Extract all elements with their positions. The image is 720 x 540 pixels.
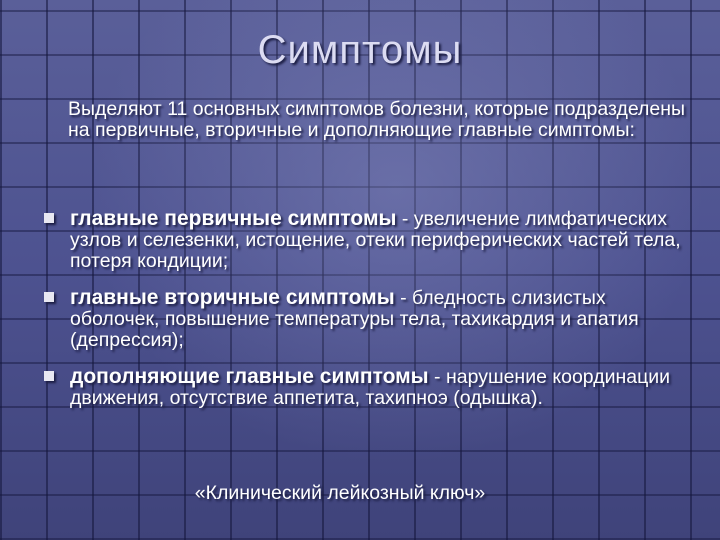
- square-bullet-icon: [44, 292, 54, 302]
- item-description: - увеличение лимфатических узлов и селезенки, истощение, отеки периферических частей тела, потеря кондиции;: [70, 208, 681, 272]
- list-item-additional: [42, 366, 682, 409]
- square-bullet-icon: [44, 213, 54, 223]
- intro-paragraph: Выделяют 11 основных симптомов болезни, которые подразделены на первичные, вторичные и дополняющие главные симптомы:: [68, 98, 686, 141]
- quote-caption: «Клинический лейкозный ключ»: [194, 482, 486, 504]
- item-term: дополняющие главные симптомы: [70, 365, 429, 388]
- item-term: главные первичные симптомы: [70, 207, 397, 230]
- list-item-primary: [42, 208, 682, 272]
- item-description: - нарушение координации движения, отсутствие аппетита, тахипноэ (одышка).: [70, 366, 671, 409]
- symptom-list: [42, 208, 682, 424]
- item-description: - бледность слизистых оболочек, повышение температуры тела, тахикардия и апатия (депрессия);: [70, 287, 639, 351]
- slide-title: Симптомы: [257, 28, 463, 72]
- square-bullet-icon: [44, 371, 54, 381]
- item-term: главные вторичные симптомы: [70, 286, 395, 309]
- list-item-secondary: [42, 287, 682, 351]
